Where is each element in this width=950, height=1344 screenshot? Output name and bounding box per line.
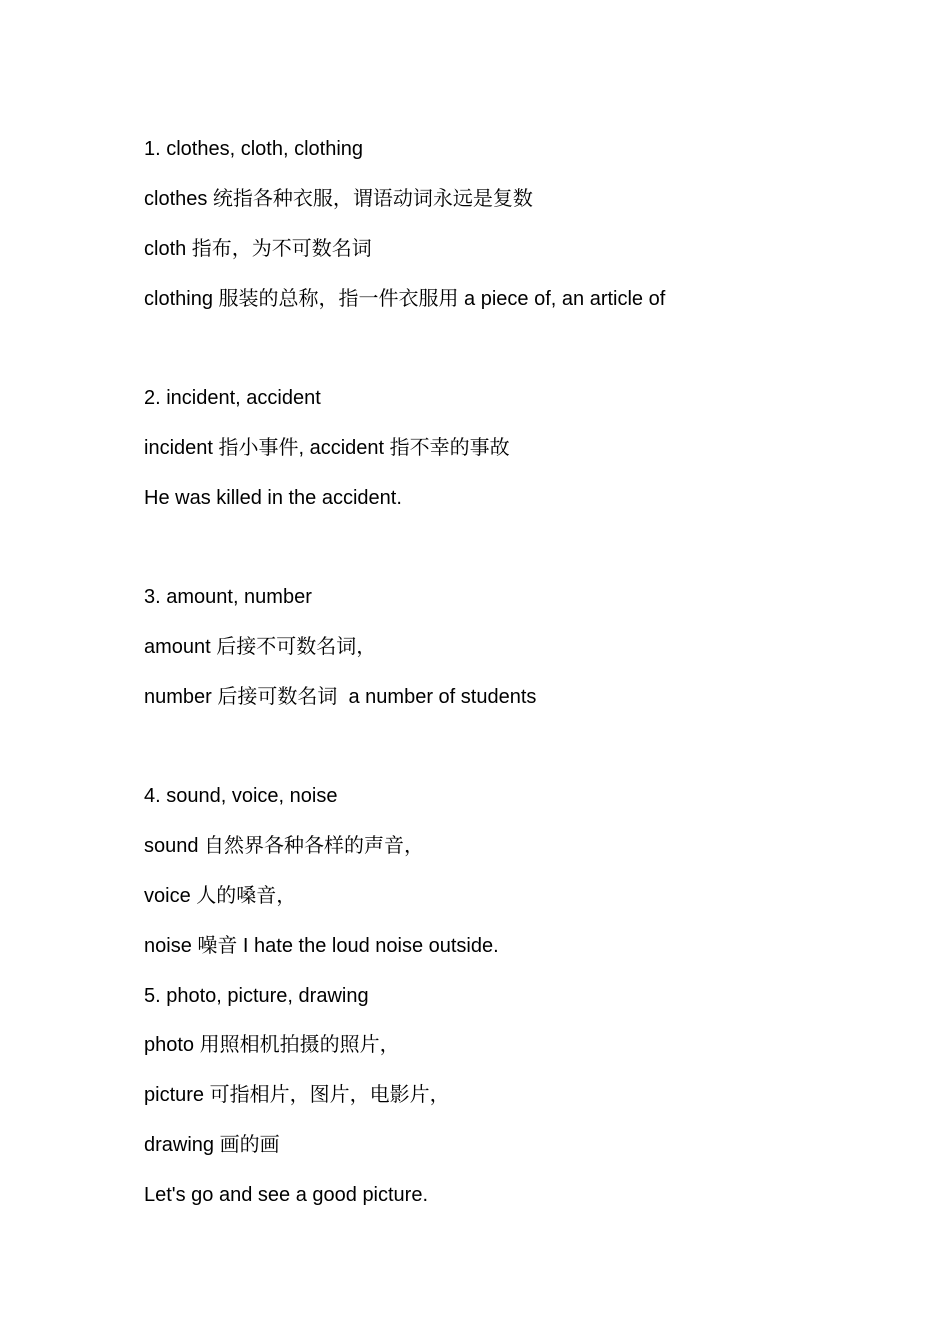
cloth-definition: cloth 指布，为不可数名词 <box>144 238 372 260</box>
amount-definition: amount 后接不可数名词， <box>144 636 377 658</box>
section-3-heading: 3. amount, number <box>144 586 312 608</box>
drawing-definition: drawing 画的画 <box>144 1134 280 1156</box>
clothing-definition: clothing 服装的总称，指一件衣服用 a piece of, an article of <box>144 288 666 310</box>
section-4-heading: 4. sound, voice, noise <box>144 785 338 807</box>
photo-definition: photo 用照相机拍摄的照片， <box>144 1034 400 1056</box>
picture-definition: picture 可指相片，图片，电影片， <box>144 1084 450 1106</box>
section-2-heading: 2. incident, accident <box>144 387 321 409</box>
section-1-heading: 1. clothes, cloth, clothing <box>144 138 364 160</box>
voice-definition: voice 人的嗓音， <box>144 885 297 907</box>
clothes-definition: clothes 统指各种衣服，谓语动词永远是复数 <box>144 188 533 210</box>
section-5-heading: 5. photo, picture, drawing <box>144 985 369 1007</box>
noise-definition: noise 噪音 I hate the loud noise outside. <box>144 935 499 957</box>
picture-example: Let's go and see a good picture. <box>144 1184 429 1206</box>
number-definition: number 后接可数名词 a number of students <box>144 686 537 708</box>
sound-definition: sound 自然界各种各样的声音， <box>144 835 425 857</box>
incident-accident-definition: incident 指小事件, accident 指不幸的事故 <box>144 437 510 459</box>
accident-example: He was killed in the accident. <box>144 487 402 509</box>
